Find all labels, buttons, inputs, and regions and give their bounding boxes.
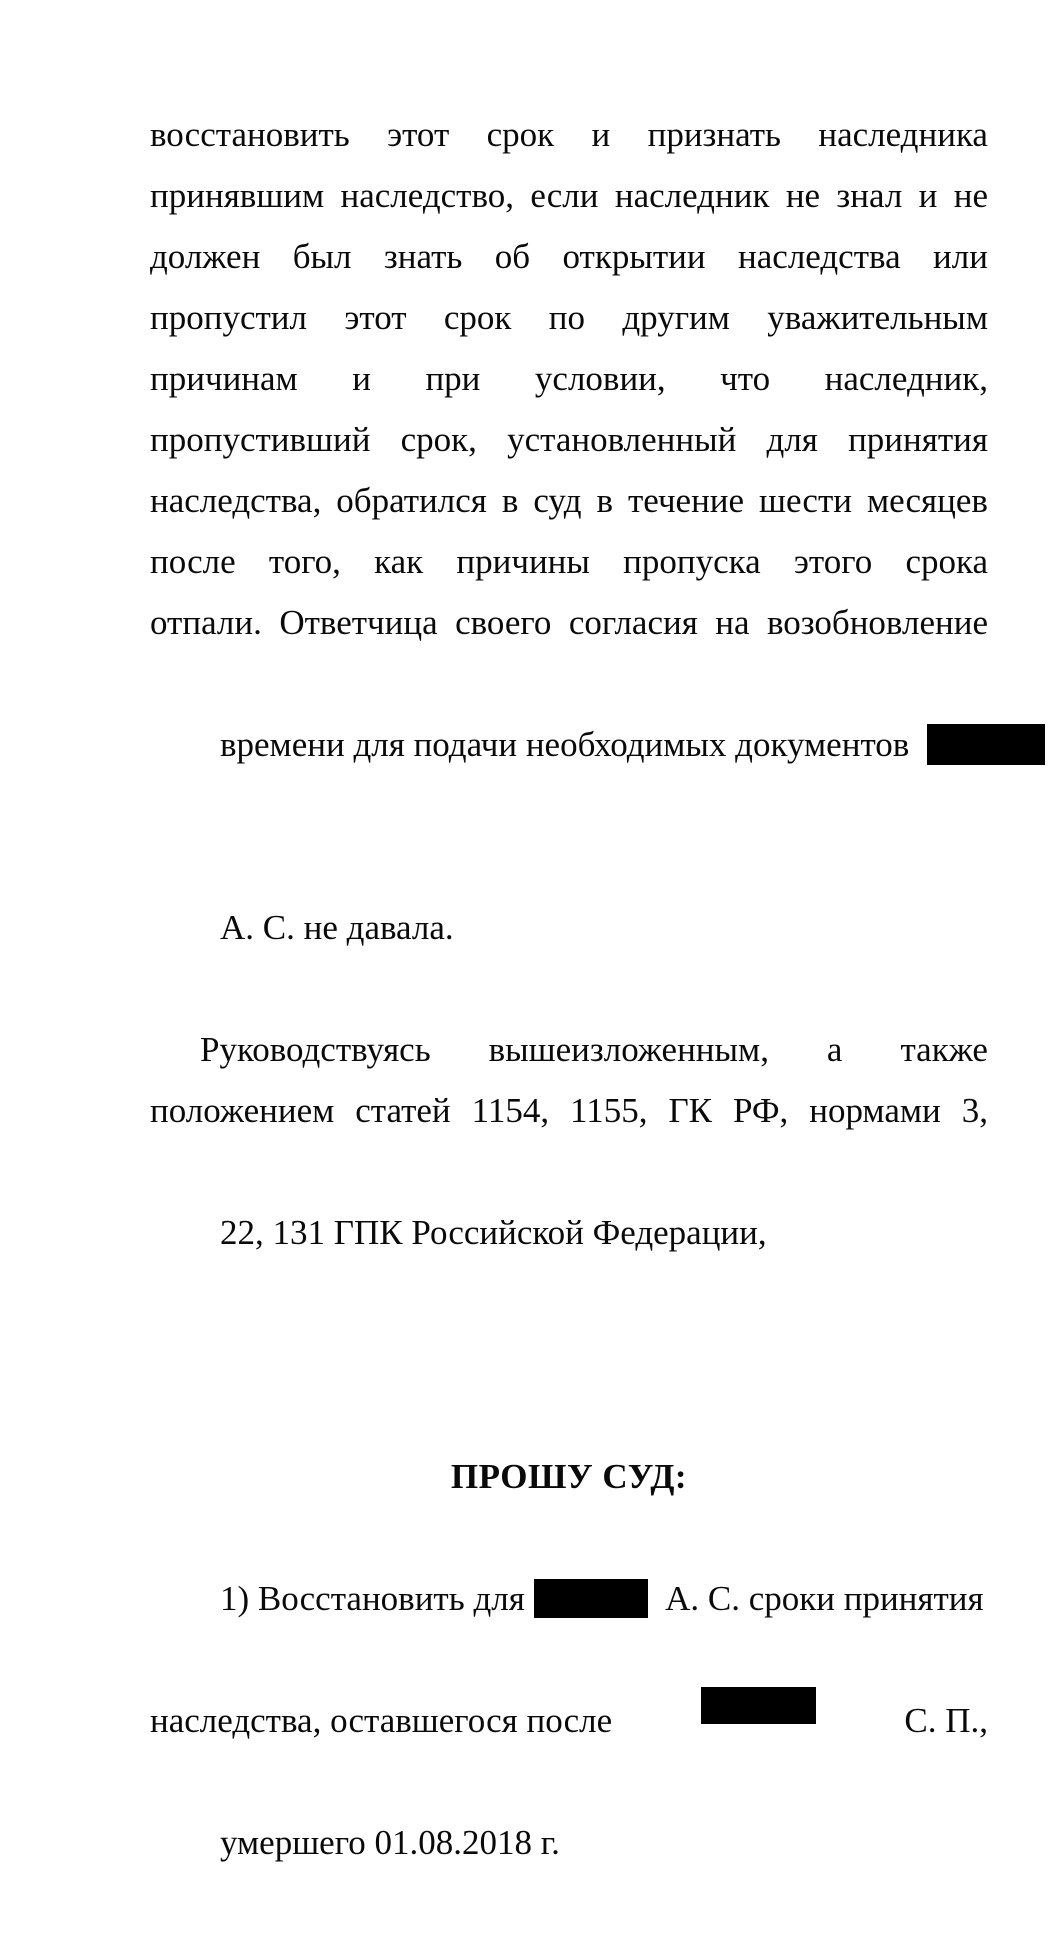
- word: признать: [647, 115, 781, 154]
- word: течение: [627, 481, 745, 520]
- text-line: [150, 1751, 988, 1934]
- word: условии,: [534, 359, 666, 398]
- word: установленный: [507, 420, 737, 459]
- text-line: [150, 531, 988, 592]
- word: для: [766, 420, 818, 459]
- word: положением: [150, 1091, 335, 1130]
- word: наследник: [614, 176, 770, 215]
- word: не: [953, 176, 988, 215]
- word: наследства: [738, 237, 901, 276]
- line-text: 22, 131 ГПК Российской Федерации,: [220, 1213, 767, 1252]
- word: Руководствуясь: [200, 1030, 431, 1069]
- text-line: [150, 470, 988, 531]
- word: согласия: [568, 603, 698, 642]
- text-line: [150, 592, 988, 653]
- word: знал: [836, 176, 903, 215]
- word: наследника: [818, 115, 988, 154]
- word: после: [150, 542, 236, 581]
- word: срока: [905, 542, 988, 581]
- request-item-1: [150, 1507, 988, 1934]
- word: срок: [486, 115, 555, 154]
- word: того,: [268, 542, 341, 581]
- word: об: [494, 237, 531, 276]
- line-text: умершего 01.08.2018 г.: [220, 1823, 560, 1862]
- word: принявшим: [150, 176, 325, 215]
- redaction-bar-surname-1: [927, 724, 1045, 765]
- word: или: [933, 237, 988, 276]
- word: был: [292, 237, 352, 276]
- text-line: [150, 287, 988, 348]
- line-suffix: С. П.,: [904, 1701, 988, 1740]
- word: месяцев: [866, 481, 988, 520]
- text-line-with-redaction: [150, 653, 988, 836]
- text-line: [150, 165, 988, 226]
- word: вышеизложенным,: [488, 1030, 769, 1069]
- word: также: [900, 1030, 988, 1069]
- vertical-spacer: [150, 1324, 988, 1446]
- word: статей: [355, 1091, 451, 1130]
- word: другим: [622, 298, 730, 337]
- word: и: [918, 176, 938, 215]
- line-prefix: 1) Восстановить для: [220, 1579, 525, 1618]
- word: уважительным: [767, 298, 988, 337]
- word: что: [720, 359, 771, 398]
- word: если: [530, 176, 599, 215]
- word: при: [425, 359, 481, 398]
- text-line: [150, 1141, 988, 1324]
- word: пропуска: [623, 542, 761, 581]
- word: восстановить: [150, 115, 350, 154]
- word: пропустил: [150, 298, 307, 337]
- word: срок,: [400, 420, 477, 459]
- word: и: [352, 359, 371, 398]
- word: возобновление: [766, 603, 988, 642]
- word: должен: [150, 237, 261, 276]
- page-heading: ПРОШУ СУД:: [450, 1457, 688, 1496]
- word: 3,: [961, 1091, 988, 1130]
- word: а: [826, 1030, 843, 1069]
- word: Ответчица: [279, 603, 438, 642]
- word: наследства,: [150, 481, 322, 520]
- word: в: [596, 481, 614, 520]
- text-line: [150, 226, 988, 287]
- word: шести: [759, 481, 852, 520]
- word: срок: [443, 298, 512, 337]
- line-suffix: А. С. сроки принятия: [665, 1579, 984, 1618]
- redaction-bar-surname-2: [534, 1579, 648, 1618]
- word: обратился: [336, 481, 487, 520]
- text-line-with-redaction: [150, 1507, 988, 1690]
- word: отпали.: [150, 603, 262, 642]
- word: этот: [387, 115, 450, 154]
- word: открытии: [562, 237, 706, 276]
- text-line: [150, 836, 988, 1019]
- text-line: [150, 348, 988, 409]
- word: причины: [456, 542, 590, 581]
- line-prefix: наследства, оставшегося после: [150, 1701, 613, 1740]
- word: причинам: [150, 359, 298, 398]
- word: 1155,: [570, 1091, 648, 1130]
- word: на: [715, 603, 750, 642]
- text-line: [150, 104, 988, 165]
- paragraph-legal-basis: [150, 1019, 988, 1324]
- word: наследство,: [340, 176, 515, 215]
- word: ГК: [668, 1091, 713, 1130]
- word: и: [591, 115, 611, 154]
- word: этот: [344, 298, 407, 337]
- line-text: времени для подачи необходимых документов: [220, 725, 910, 764]
- word: не: [785, 176, 821, 215]
- word: принятия: [848, 420, 988, 459]
- word: знать: [383, 237, 463, 276]
- word: наследник,: [824, 359, 988, 398]
- word: в: [501, 481, 519, 520]
- word: 1154,: [471, 1091, 550, 1130]
- word: пропустивший: [150, 420, 371, 459]
- word: нормами: [809, 1091, 941, 1130]
- text-line: [150, 1080, 988, 1141]
- word: этого: [793, 542, 873, 581]
- paragraph-continuation: [150, 104, 988, 1019]
- word: как: [374, 542, 424, 581]
- text-line: [150, 1019, 988, 1080]
- redaction-bar-surname-3: [701, 1687, 816, 1724]
- word: РФ,: [732, 1091, 789, 1130]
- word: суд: [533, 481, 582, 520]
- document-body: [150, 104, 988, 1934]
- text-line-with-redaction: [150, 1690, 988, 1751]
- word: по: [548, 298, 586, 337]
- word: своего: [455, 603, 552, 642]
- text-line: [150, 409, 988, 470]
- line-text: А. С. не давала.: [220, 908, 454, 947]
